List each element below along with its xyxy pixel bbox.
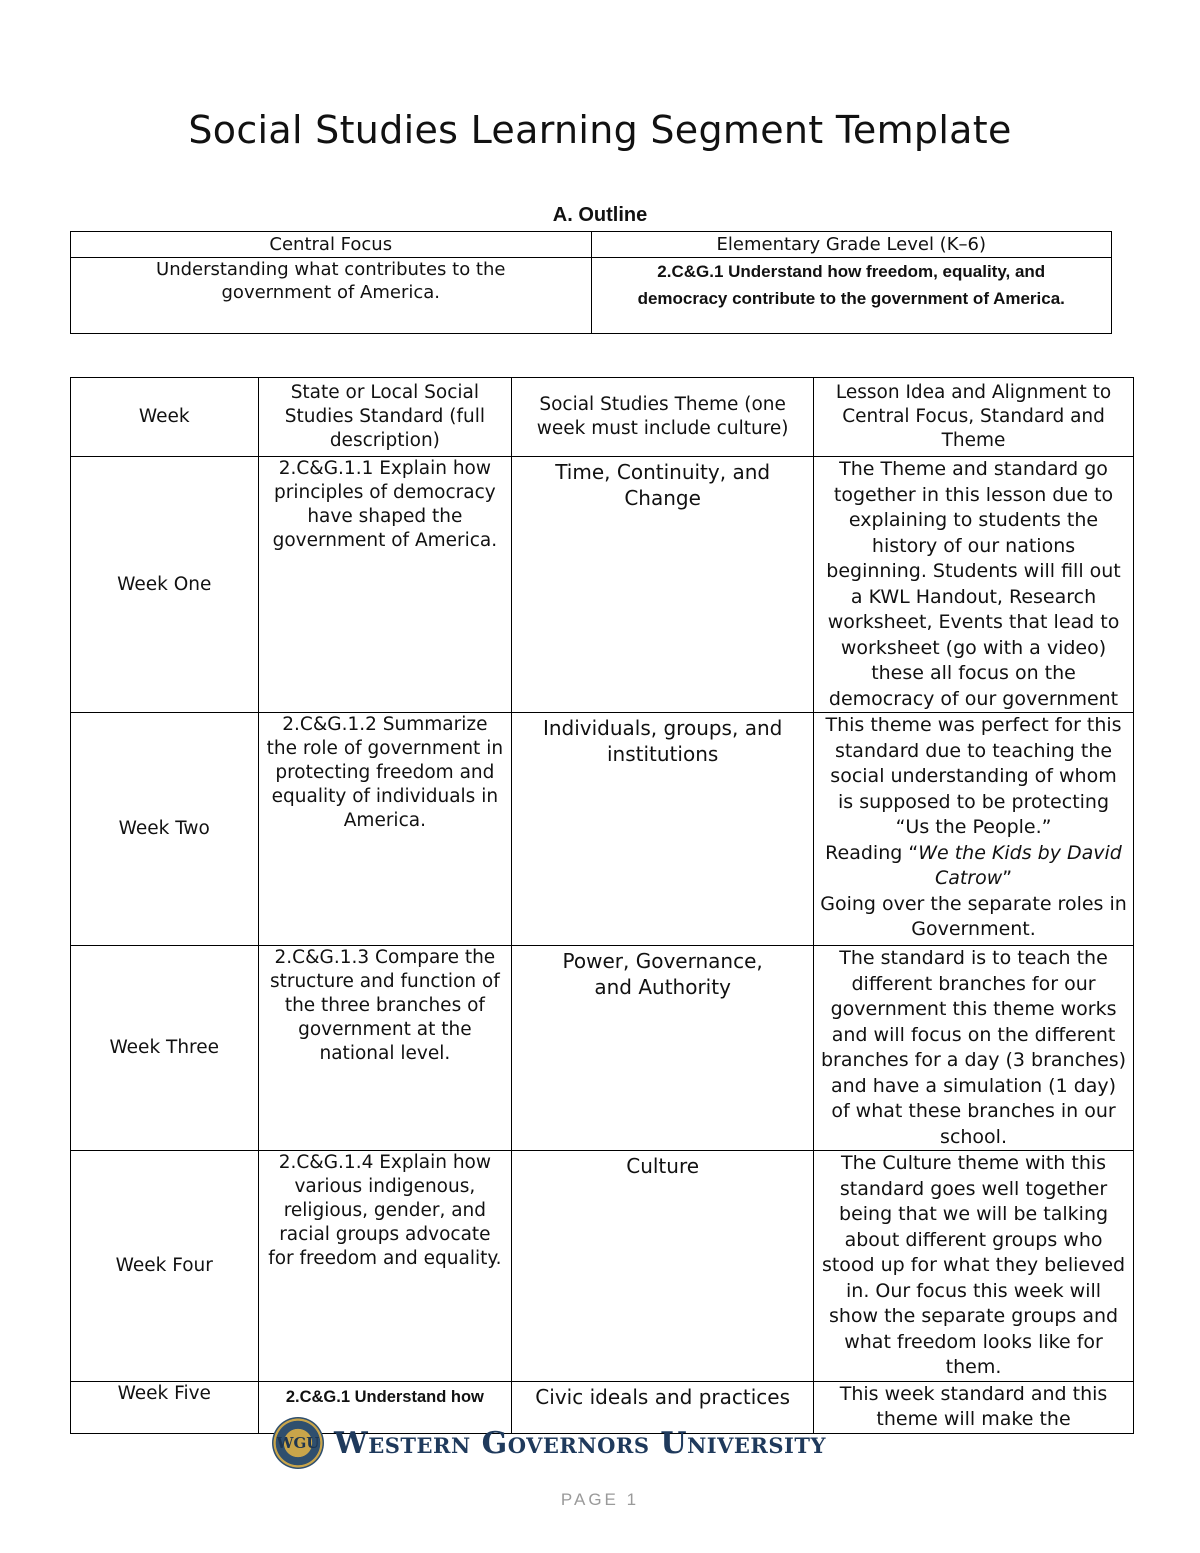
week-cell: Week Three	[71, 946, 259, 1151]
wgu-logo	[272, 1414, 892, 1472]
outline-table	[70, 231, 1112, 334]
reading-suffix: ”	[1002, 867, 1013, 889]
week-cell: Week Two	[71, 713, 259, 946]
theme-text: Individuals, groups, and institutions	[542, 716, 783, 766]
lesson-cell: This week standard and this theme will make the	[814, 1381, 1134, 1433]
outline-header-central-focus: Central Focus	[71, 232, 592, 258]
grade-level-standard: 2.C&G.1 Understand how freedom, equality, and democracy contribute to the government of America.	[637, 262, 1065, 308]
standard-text: 2.C&G.1 Understand how	[285, 1387, 484, 1406]
week-cell: Week One	[71, 457, 259, 713]
lesson-reading	[820, 841, 1127, 892]
grade-level-cell	[591, 258, 1112, 334]
theme-text: Time, Continuity, and Change	[555, 460, 771, 510]
standard-text: 2.C&G.1.3 Compare the structure and function of the three branches of government at the national level.	[269, 947, 500, 1064]
week-cell: Week Four	[71, 1151, 259, 1382]
central-focus-text: Understanding what contributes to the government of America.	[156, 259, 506, 303]
reading-prefix: Reading “	[825, 841, 919, 864]
lesson-cell	[814, 713, 1134, 946]
theme-cell	[512, 713, 814, 946]
week-cell: Week Five	[71, 1381, 259, 1433]
standard-cell	[258, 457, 512, 713]
standard-cell	[258, 946, 512, 1151]
book-title: We the Kids by David Catrow	[918, 841, 1122, 889]
outline-heading: A. Outline	[552, 204, 648, 226]
weeks-header-row	[71, 378, 1134, 457]
wgu-seal-icon: WGU	[272, 1417, 324, 1469]
theme-cell: Culture	[512, 1151, 814, 1382]
lesson-cell: The Theme and standard go together in this lesson due to explaining to students the history of our nations beginning. Students will fill out a KWL Handout, Research worksheet, Events that lead to worksheet (go with a video) these all focus on the democracy of our government	[814, 457, 1134, 713]
theme-cell	[512, 946, 814, 1151]
outline-header-grade-level: Elementary Grade Level (K–6)	[591, 232, 1112, 258]
weeks-table	[70, 377, 1134, 1434]
outline-header-row	[71, 232, 1112, 258]
theme-cell	[512, 457, 814, 713]
central-focus-cell	[71, 258, 592, 334]
theme-text: Power, Governance, and Authority	[562, 949, 763, 999]
page-number: PAGE 1	[560, 1490, 640, 1509]
standard-text: 2.C&G.1.1 Explain how principles of democracy have shaped the government of America.	[272, 458, 498, 551]
header-theme: Social Studies Theme (one week must include culture)	[512, 378, 814, 457]
table-row	[71, 457, 1134, 713]
outline-body-row	[71, 258, 1112, 334]
lesson-cell: The standard is to teach the different branches for our government this theme works and will focus on the different branches for a day (3 branches) and have a simulation (1 day) of what these branches in our school.	[814, 946, 1134, 1151]
theme-cell: Civic ideals and practices	[512, 1381, 814, 1433]
wgu-wordmark: Western Governors University	[334, 1425, 826, 1461]
header-week: Week	[71, 378, 259, 457]
standard-text: 2.C&G.1.4 Explain how various indigenous, religious, gender, and racial groups advocate for freedom and equality.	[268, 1152, 502, 1269]
lesson-cell: The Culture theme with this standard goes well together being that we will be talking about different groups who stood up for what they believed in. Our focus this week will show the separate groups and what freedom looks like for them.	[814, 1151, 1134, 1382]
lesson-text: This theme was perfect for this standard due to teaching the social understanding of whom is supposed to be protecting “Us the People.”	[825, 714, 1122, 838]
header-lesson: Lesson Idea and Alignment to Central Focus, Standard and Theme	[814, 378, 1134, 457]
lesson-text-continued: Going over the separate roles in Government.	[820, 892, 1127, 940]
standard-text: 2.C&G.1.2 Summarize the role of government in protecting freedom and equality of individuals in America.	[266, 714, 504, 831]
header-standard: State or Local Social Studies Standard (full description)	[258, 378, 512, 457]
table-row	[71, 946, 1134, 1151]
table-row	[71, 713, 1134, 946]
page-title: Social Studies Learning Segment Template	[188, 108, 1012, 152]
standard-cell	[258, 1151, 512, 1382]
standard-cell	[258, 713, 512, 946]
table-row	[71, 1151, 1134, 1382]
